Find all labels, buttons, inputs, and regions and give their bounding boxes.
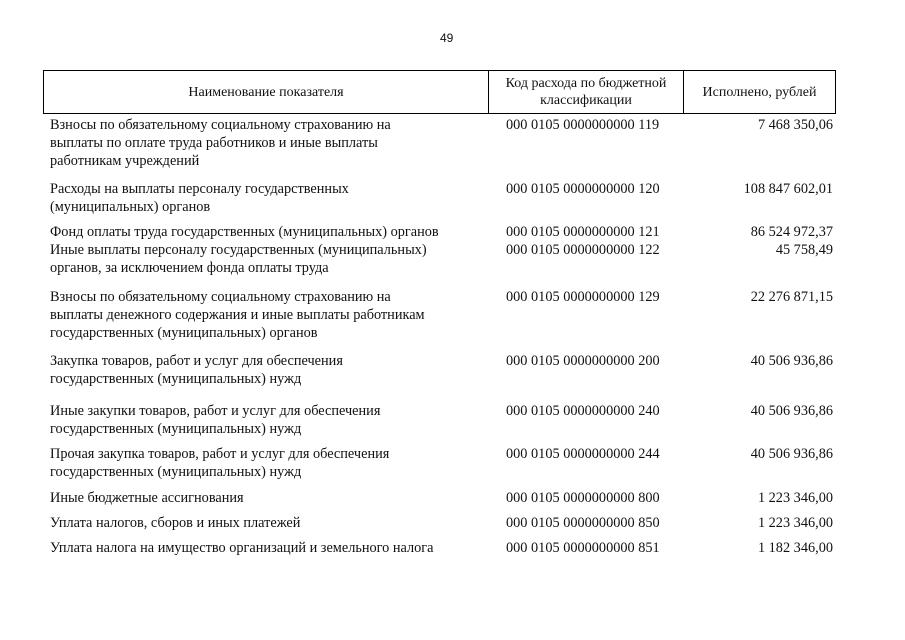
header-name-cell: Наименование показателя [188,84,344,100]
row-amount: 108 847 602,01 [743,181,833,197]
row-name-line: государственных (муниципальных) органов [50,325,318,341]
row-code: 000 0105 0000000000 851 [506,540,660,556]
row-name-line: выплаты по оплате труда работников и иные выплаты [50,135,378,151]
row-code: 000 0105 0000000000 122 [506,242,660,258]
row-name-line: органов, за исключением фонда оплаты труда [50,260,329,276]
row-code: 000 0105 0000000000 121 [506,224,660,240]
row-name-line: Уплата налогов, сборов и иных платежей [50,515,301,531]
row-code: 000 0105 0000000000 244 [506,446,660,462]
row-amount: 1 223 346,00 [757,515,833,531]
row-amount: 7 468 350,06 [757,117,833,133]
row-name-line: Взносы по обязательному социальному страхованию на [50,289,391,305]
row-name-line: Иные выплаты персоналу государственных (муниципальных) [50,242,427,258]
row-name-line: Взносы по обязательному социальному страхованию на [50,117,391,133]
row-name-line: государственных (муниципальных) нужд [50,371,302,387]
row-name-line: Прочая закупка товаров, работ и услуг для обеспечения [50,446,390,462]
table-header [43,70,836,114]
row-code: 000 0105 0000000000 240 [506,403,660,419]
row-name-line: Закупка товаров, работ и услуг для обеспечения [50,353,343,369]
row-code: 000 0105 0000000000 800 [506,490,660,506]
row-amount: 1 182 346,00 [757,540,833,556]
row-name-line: Иные бюджетные ассигнования [50,490,244,506]
row-name-line: выплаты денежного содержания и иные выплаты работникам [50,307,425,323]
row-amount: 1 223 346,00 [757,490,833,506]
header-code-cell: Код расхода по бюджетной классификации [505,76,667,108]
row-amount: 45 758,49 [775,242,833,258]
row-name-line: государственных (муниципальных) нужд [50,464,302,480]
row-code: 000 0105 0000000000 119 [506,117,660,133]
page-number: 49 [440,31,454,45]
row-amount: 40 506 936,86 [750,403,833,419]
row-name-line: Расходы на выплаты персоналу государственных [50,181,349,197]
row-code: 000 0105 0000000000 200 [506,353,660,369]
row-amount: 22 276 871,15 [750,289,833,305]
row-code: 000 0105 0000000000 129 [506,289,660,305]
row-amount: 40 506 936,86 [750,353,833,369]
row-amount: 40 506 936,86 [750,446,833,462]
row-code: 000 0105 0000000000 850 [506,515,660,531]
row-name-line: работникам учреждений [50,153,200,169]
row-name-line: (муниципальных) органов [50,199,211,215]
row-amount: 86 524 972,37 [750,224,833,240]
row-name-line: Фонд оплаты труда государственных (муниципальных) органов [50,224,439,240]
row-code: 000 0105 0000000000 120 [506,181,660,197]
row-name-line: Уплата налога на имущество организаций и земельного налога [50,540,434,556]
row-name-line: государственных (муниципальных) нужд [50,421,302,437]
row-name-line: Иные закупки товаров, работ и услуг для обеспечения [50,403,381,419]
header-amount-cell: Исполнено, рублей [702,84,817,100]
